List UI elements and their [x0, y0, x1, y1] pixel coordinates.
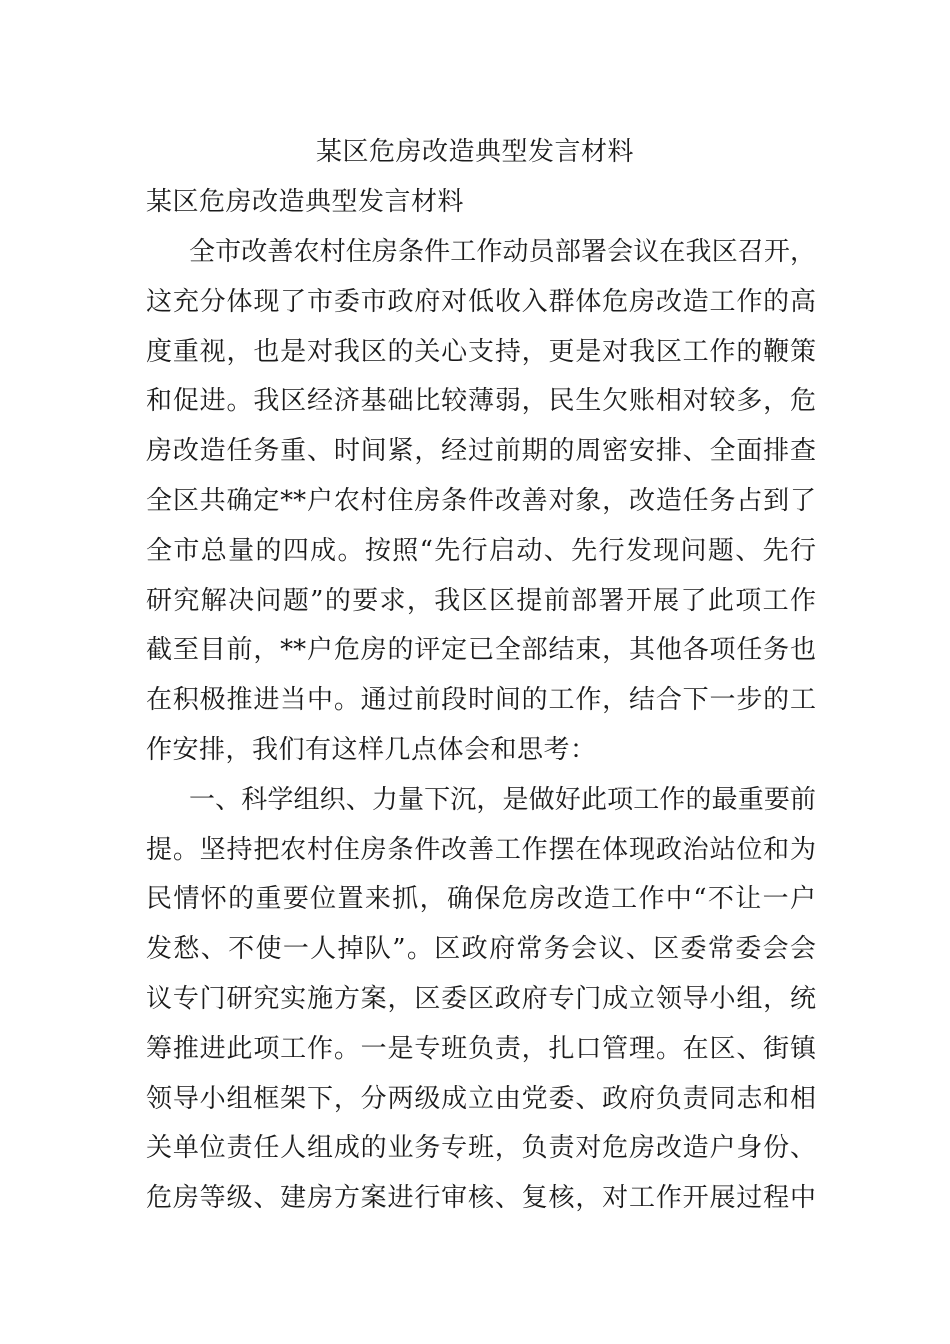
document-body — [146, 228, 816, 1224]
body-line: 筹推进此项工作。一是专班负责，扎口管理。在区、街镇 — [146, 1033, 816, 1064]
body-line: 民情怀的重要位置来抓，确保危房改造工作中“不让一户 — [146, 884, 816, 915]
body-line: 全区共确定**户农村住房条件改善对象，改造任务占到了 — [146, 485, 816, 516]
body-line: 提。坚持把农村住房条件改善工作摆在体现政治站位和为 — [146, 834, 816, 865]
body-line: 一、科学组织、力量下沉，是做好此项工作的最重要前 — [189, 784, 816, 815]
body-line: 截至目前，**户危房的评定已全部结束，其他各项任务也 — [146, 635, 816, 666]
body-line: 议专门研究实施方案，区委区政府专门成立领导小组，统 — [146, 983, 816, 1014]
body-line: 度重视，也是对我区的关心支持，更是对我区工作的鞭策 — [146, 336, 816, 367]
body-line: 在积极推进当中。通过前段时间的工作，结合下一步的工 — [146, 685, 816, 716]
body-line: 作安排，我们有这样几点体会和思考： — [146, 734, 597, 765]
body-line: 危房等级、建房方案进行审核、复核，对工作开展过程中 — [146, 1183, 816, 1214]
body-line: 和促进。我区经济基础比较薄弱，民生欠账相对较多，危 — [146, 386, 816, 417]
body-line: 研究解决问题”的要求，我区区提前部署开展了此项工作 — [146, 585, 816, 616]
body-line: 房改造任务重、时间紧，经过前期的周密安排、全面排查 — [146, 436, 816, 467]
body-line: 这充分体现了市委市政府对低收入群体危房改造工作的高 — [146, 286, 816, 317]
body-line: 发愁、不使一人掉队”。区政府常务会议、区委常委会会 — [146, 934, 816, 965]
body-line: 关单位责任人组成的业务专班，负责对危房改造户身份、 — [146, 1133, 816, 1164]
document-title: 某区危房改造典型发言材料 — [315, 137, 634, 167]
document-subtitle: 某区危房改造典型发言材料 — [146, 187, 465, 217]
body-line: 全市改善农村住房条件工作动员部署会议在我区召开， — [189, 237, 816, 267]
body-line: 全市总量的四成。按照“先行启动、先行发现问题、先行 — [146, 535, 816, 566]
body-line: 领导小组框架下，分两级成立由党委、政府负责同志和相 — [146, 1083, 816, 1114]
